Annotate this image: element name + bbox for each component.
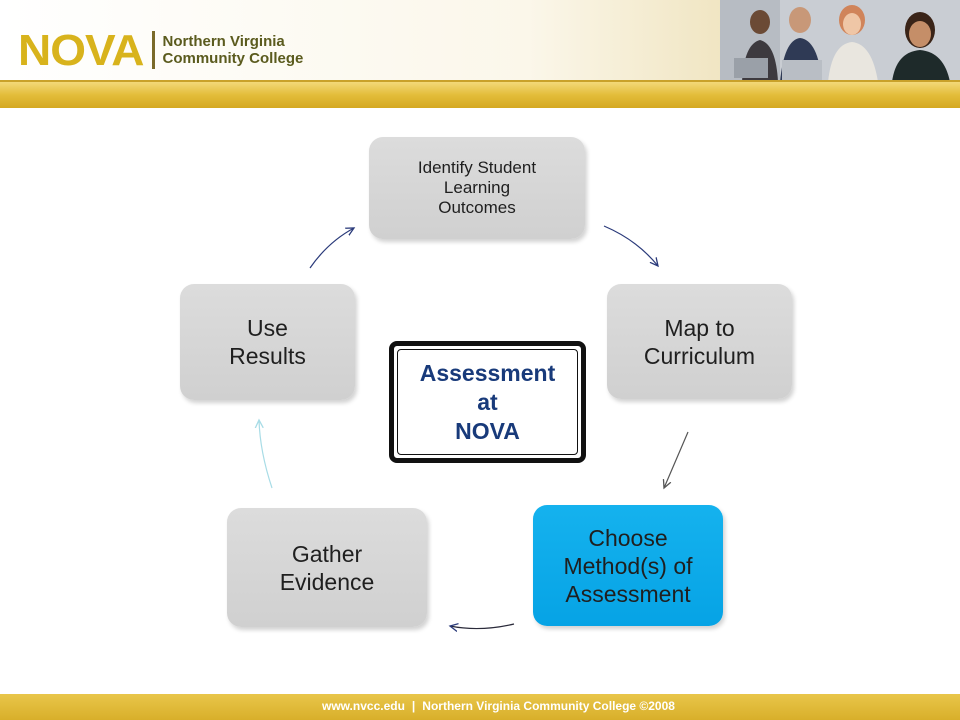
slide-footer <box>0 694 960 720</box>
arrow-outcomes-to-map <box>604 226 658 266</box>
step-gather-evidence <box>227 508 427 627</box>
step-identify-outcomes <box>369 137 585 239</box>
center-title-box <box>389 341 586 463</box>
step-use-results <box>180 284 355 400</box>
step-use-results-label: Use Results <box>229 315 306 369</box>
step-choose-method <box>533 505 723 626</box>
step-map-curriculum-label: Map to Curriculum <box>643 314 756 369</box>
footer-text <box>322 699 675 713</box>
arrow-gather-to-use <box>259 420 272 488</box>
step-gather-evidence-label: Gather Evidence <box>279 540 375 595</box>
center-title: Assessment at NOVA <box>419 359 556 444</box>
footer-separator: | <box>411 699 416 713</box>
step-map-curriculum <box>607 284 792 399</box>
footer-copyright: Northern Virginia Community College ©2008 <box>422 699 675 713</box>
step-identify-outcomes-label: Identify Student Learning Outcomes <box>417 158 537 217</box>
logo-line-2: Community College <box>162 50 304 67</box>
logo-word: NOVA <box>18 25 144 75</box>
arrow-use-to-outcomes <box>310 228 354 268</box>
step-choose-method-label: Choose Method(s) of Assessment <box>563 524 693 607</box>
logo-line-1: Northern Virginia <box>162 33 285 50</box>
footer-site: www.nvcc.edu <box>322 699 405 713</box>
arrow-choose-to-gather <box>450 624 514 629</box>
arrow-map-to-choose <box>664 432 688 488</box>
